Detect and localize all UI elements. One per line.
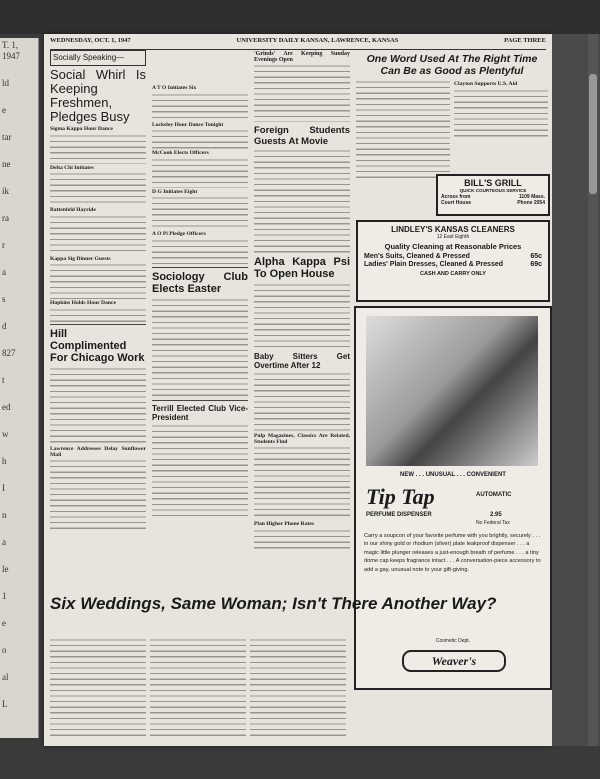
subhead-hopkins: Hopkins Holds Hour Dance (50, 300, 116, 307)
prev-page-fragment: o (2, 645, 7, 655)
prev-page-fragment: s (2, 294, 6, 304)
prev-page-fragment: 1 (2, 591, 7, 601)
prev-page-fragment: h (2, 456, 7, 466)
tiptap-brand: Tip Tap (366, 484, 435, 509)
weavers-logo: Weaver's (402, 650, 506, 672)
clayton-headline: Clayton Supports U.S. Aid (454, 81, 518, 87)
lindley-address: 12 East Eighth (436, 234, 470, 240)
article-text (152, 158, 248, 188)
tiptap-product: PERFUME DISPENSER (366, 512, 432, 518)
article-text (50, 459, 146, 529)
previous-page-edge[interactable] (0, 38, 39, 738)
tiptap-price: 2.95 (490, 512, 502, 518)
prev-page-fragment: ne (2, 159, 11, 169)
tiptap-automatic: AUTOMATIC (476, 492, 512, 498)
article-text (152, 424, 248, 516)
bills-phone: Phone 2054 (517, 200, 545, 206)
article-text (152, 129, 248, 149)
article-text (152, 196, 248, 230)
prev-page-fragment: 827 (2, 348, 16, 358)
prev-page-fragment: n (2, 510, 7, 520)
article-text (50, 134, 146, 164)
bills-court: Court House (441, 200, 471, 206)
article-text (152, 298, 248, 398)
lindley-name: LINDLEY'S KANSAS CLEANERS (391, 225, 515, 234)
subhead-dg: D G Initiates Eight (152, 188, 198, 195)
prev-page-fragment: d (2, 321, 7, 331)
subhead-kappa-sig: Kappa Sig Dinner Guests (50, 255, 111, 262)
prev-page-fragment: L (2, 699, 8, 709)
lindley-item-2: Ladies' Plain Dresses, Cleaned & Pressed (364, 261, 504, 268)
column-3 (254, 50, 350, 553)
six-weddings-headline: Six Weddings, Same Woman; Isn't There Another Way? (50, 594, 497, 613)
article-text (50, 638, 146, 738)
tiptap-banner: NEW . . . UNUSUAL . . . CONVENIENT (400, 472, 506, 478)
sociology-headline: Sociology Club Elects Easter (152, 270, 248, 295)
column-2 (152, 84, 248, 516)
divider (152, 267, 248, 268)
article-text (50, 308, 146, 322)
tiptap-perfume-ad (354, 306, 552, 690)
article-text (356, 80, 450, 180)
tiptap-body: Carry a soupcon of your favorite perfume with you brightly, securely . . . in our shiny gold or rhodium (silver) plate leakproof dispenser . . . a magic little plunger releases a just-enough breath of perfume . . . a tiny dome cap keeps fragrance intact . . . A conversation-piece accessory to add a gay, unusual note to your gift-giving. (364, 533, 541, 573)
foreign-students-headline: Foreign Students Guests At Movie (254, 125, 350, 148)
article-text (254, 149, 350, 253)
subhead-locksley: Locksley Hour Dance Tonight (152, 121, 224, 128)
page-folio (50, 37, 546, 50)
perfume-dispenser-photo (366, 316, 538, 466)
divider (152, 400, 248, 401)
terrill-headline: Terrill Elected Club Vice-President (152, 403, 248, 422)
prev-page-fragment: ik (2, 186, 10, 196)
lindley-price-2: 69c (530, 261, 542, 268)
lindley-item-1: Men's Suits, Cleaned & Pressed (364, 253, 470, 260)
bills-address: 1109 Mass. (518, 194, 545, 200)
lawrence-headline: Lawrence Addresses Delay Sunflower Mail (50, 445, 146, 458)
prev-page-text (0, 38, 38, 728)
article-text (254, 529, 350, 553)
grinds-headline: 'Grinds' Are Keeping Sunday Evenings Open (254, 51, 350, 63)
prev-page-fragment: a (2, 537, 6, 547)
subhead-ato: A T O Initiates Six (152, 85, 197, 91)
article-text (254, 64, 350, 122)
column-1 (50, 50, 146, 529)
prev-page-fragment: ld (2, 78, 10, 88)
divider (50, 324, 146, 325)
article-text (254, 372, 350, 432)
subhead-sigma-kappa: Sigma Kappa Hour Dance (50, 126, 113, 132)
bills-grill-ad (436, 174, 550, 216)
social-headline: Social Whirl Is Keeping Freshmen, Pledges Busy (50, 67, 146, 124)
article-text (254, 283, 350, 349)
prev-page-fragment: t (2, 375, 5, 385)
hill-headline: Hill Complimented For Chicago Work (50, 327, 145, 364)
folio-page-number: PAGE THREE (504, 37, 546, 44)
tiptap-dept: Cosmetic Dept. (435, 638, 471, 644)
folio-date: WEDNESDAY, OCT. 1, 1947 (50, 37, 131, 44)
lindley-tagline: Quality Cleaning at Reasonable Prices (384, 242, 522, 251)
lindley-footer: CASH AND CARRY ONLY (420, 271, 486, 277)
scrollbar-thumb[interactable] (589, 74, 597, 194)
clayton-box (454, 80, 548, 180)
prev-page-fragment: a (2, 267, 6, 277)
article-text (254, 446, 350, 520)
prev-page-fragment: le (2, 564, 9, 574)
subhead-battenfeld: Battenfeld Hayride (50, 207, 96, 214)
article-text (50, 367, 146, 445)
prev-page-fragment: al (2, 672, 9, 682)
prev-page-fragment: tar (2, 132, 12, 142)
prev-page-fragment: e (2, 105, 6, 115)
prev-page-fragment: r (2, 240, 5, 250)
article-text (50, 172, 146, 206)
bills-grill-tagline: QUICK COURTEOUS SERVICE (459, 188, 527, 193)
prev-page-fragment: ed (2, 402, 11, 412)
article-text (152, 239, 248, 265)
vertical-scrollbar[interactable] (588, 34, 598, 746)
prev-page-fragment: T. 1, 1947 (2, 40, 20, 61)
bills-across: Across from (441, 194, 471, 200)
bills-grill-name: BILL'S GRILL (464, 178, 522, 188)
tiptap-tax: No Federal Tax (476, 520, 510, 526)
prev-page-fragment: w (2, 429, 9, 439)
column-4-top (356, 50, 548, 180)
viewer-toolbar (0, 0, 600, 34)
article-text (50, 263, 146, 299)
prev-page-fragment: ra (2, 213, 9, 223)
prev-page-fragment: I (2, 483, 5, 493)
article-text (150, 638, 246, 738)
lindley-price-1: 65c (530, 253, 542, 260)
alpha-kappa-psi-headline: Alpha Kappa Psi To Open House (254, 256, 350, 281)
article-text (454, 89, 548, 141)
six-weddings-body (50, 638, 346, 738)
article-text (152, 93, 248, 121)
prev-page-fragment: e (2, 618, 6, 628)
article-text (250, 638, 346, 738)
phone-rates-headline: Plan Higher Phone Rates (254, 521, 315, 528)
article-text (50, 215, 146, 255)
newspaper-page (44, 34, 552, 746)
baby-sitters-headline: Baby Sitters Get Overtime After 12 (254, 352, 350, 371)
lindley-cleaners-ad (356, 220, 550, 302)
subhead-mccook: McCook Elects Officers (152, 150, 209, 157)
social-kicker: Socially Speaking— (50, 50, 146, 66)
folio-paper-name: UNIVERSITY DAILY KANSAN, LAWRENCE, KANSAS (236, 37, 399, 44)
subhead-delta-chi: Delta Chi Initiates (50, 164, 94, 171)
pulp-headline: Pulp Magazines, Classics Are Related, Students Find (254, 433, 350, 445)
subhead-aopi: A O Pi Pledge Officers (152, 231, 206, 238)
one-word-headline: One Word Used At The Right Time Can Be as Good as Plentyful (366, 53, 538, 77)
